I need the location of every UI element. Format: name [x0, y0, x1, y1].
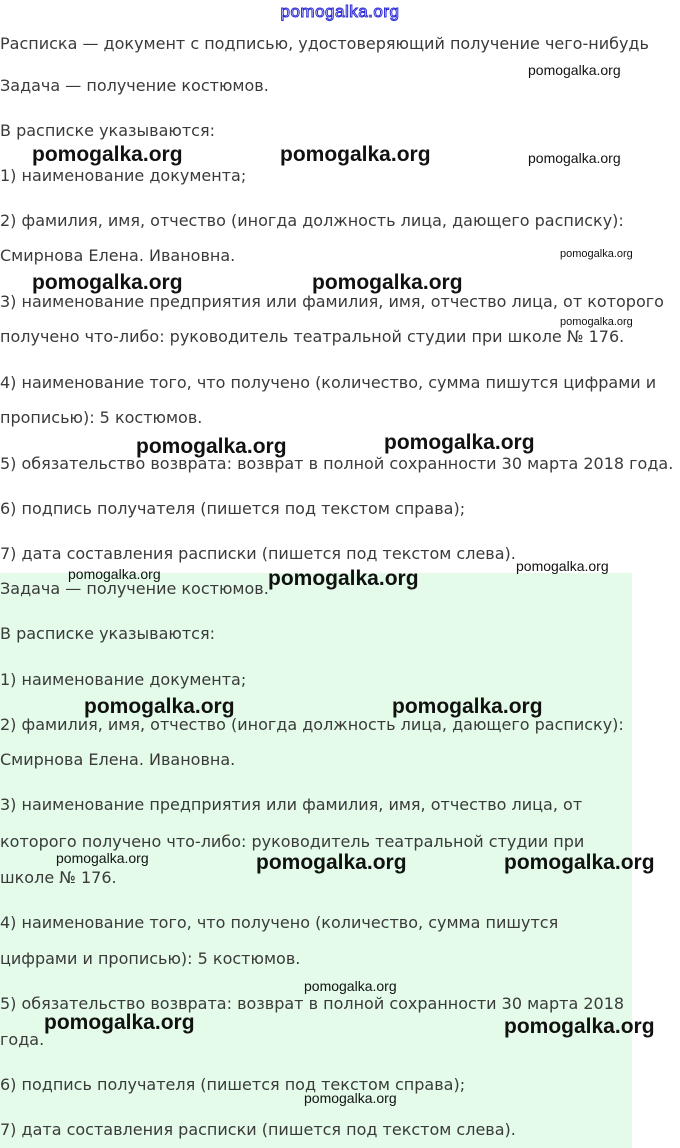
watermark: pomogalka.org [32, 271, 183, 294]
watermark: pomogalka.org [56, 850, 149, 866]
doc-line: 2) фамилия, имя, отчество (иногда должность лица, дающего расписку): [0, 211, 624, 230]
watermark: pomogalka.org [136, 435, 287, 458]
site-header: pomogalka.org [280, 2, 400, 21]
doc-line: прописью): 5 костюмов. [0, 408, 203, 427]
watermark: pomogalka.org [384, 431, 535, 454]
doc-line: цифрами и прописью): 5 костюмов. [0, 949, 301, 968]
doc-line: 1) наименование документа; [0, 166, 247, 185]
watermark: pomogalka.org [560, 316, 633, 328]
watermark: pomogalka.org [304, 978, 397, 994]
watermark: pomogalka.org [256, 851, 407, 874]
doc-line: 3) наименование предприятия или фамилия, имя, отчество лица, от которого [0, 292, 664, 311]
watermark: pomogalka.org [268, 567, 419, 590]
doc-line: 5) обязательство возврата: возврат в полной сохранности 30 марта 2018 года. [0, 454, 674, 473]
doc-line: Задача — получение костюмов. [0, 579, 269, 598]
doc-line: Расписка — документ с подписью, удостоверяющий получение чего-нибудь [0, 34, 649, 53]
doc-line: Задача — получение костюмов. [0, 76, 269, 95]
watermark: pomogalka.org [44, 1011, 195, 1034]
watermark: pomogalka.org [32, 143, 183, 166]
watermark: pomogalka.org [304, 1090, 397, 1106]
doc-line: 1) наименование документа; [0, 670, 247, 689]
watermark: pomogalka.org [528, 150, 621, 166]
watermark: pomogalka.org [504, 1015, 655, 1038]
doc-line: 2) фамилия, имя, отчество (иногда должность лица, дающего расписку): [0, 715, 624, 734]
doc-line: 4) наименование того, что получено (количество, сумма пишутся цифрами и [0, 373, 657, 392]
watermark: pomogalka.org [528, 62, 621, 78]
doc-line: 6) подпись получателя (пишется под текстом справа); [0, 1075, 466, 1094]
watermark: pomogalka.org [84, 695, 235, 718]
doc-line: 5) обязательство возврата: возврат в полной сохранности 30 марта 2018 [0, 994, 625, 1013]
watermark: pomogalka.org [68, 566, 161, 582]
watermark: pomogalka.org [560, 248, 633, 260]
doc-line: которого получено что-либо: руководитель театральной студии при [0, 832, 585, 851]
watermark: pomogalka.org [280, 143, 431, 166]
watermark: pomogalka.org [516, 558, 609, 574]
doc-line: года. [0, 1030, 45, 1049]
doc-line: 7) дата составления расписки (пишется под текстом слева). [0, 1120, 516, 1139]
doc-line: 4) наименование того, что получено (количество, сумма пишутся [0, 913, 559, 932]
doc-line: 7) дата составления расписки (пишется под текстом слева). [0, 544, 516, 563]
doc-line: Смирнова Елена. Ивановна. [0, 750, 236, 769]
doc-line: 3) наименование предприятия или фамилия, имя, отчество лица, от [0, 795, 583, 814]
watermark: pomogalka.org [504, 851, 655, 874]
doc-line: Смирнова Елена. Ивановна. [0, 246, 236, 265]
doc-line: получено что-либо: руководитель театральной студии при школе № 176. [0, 327, 625, 346]
doc-line: В расписке указываются: [0, 121, 215, 140]
doc-line: В расписке указываются: [0, 624, 215, 643]
watermark: pomogalka.org [392, 695, 543, 718]
watermark: pomogalka.org [312, 271, 463, 294]
doc-line: школе № 176. [0, 868, 117, 887]
doc-line: 6) подпись получателя (пишется под текстом справа); [0, 499, 466, 518]
